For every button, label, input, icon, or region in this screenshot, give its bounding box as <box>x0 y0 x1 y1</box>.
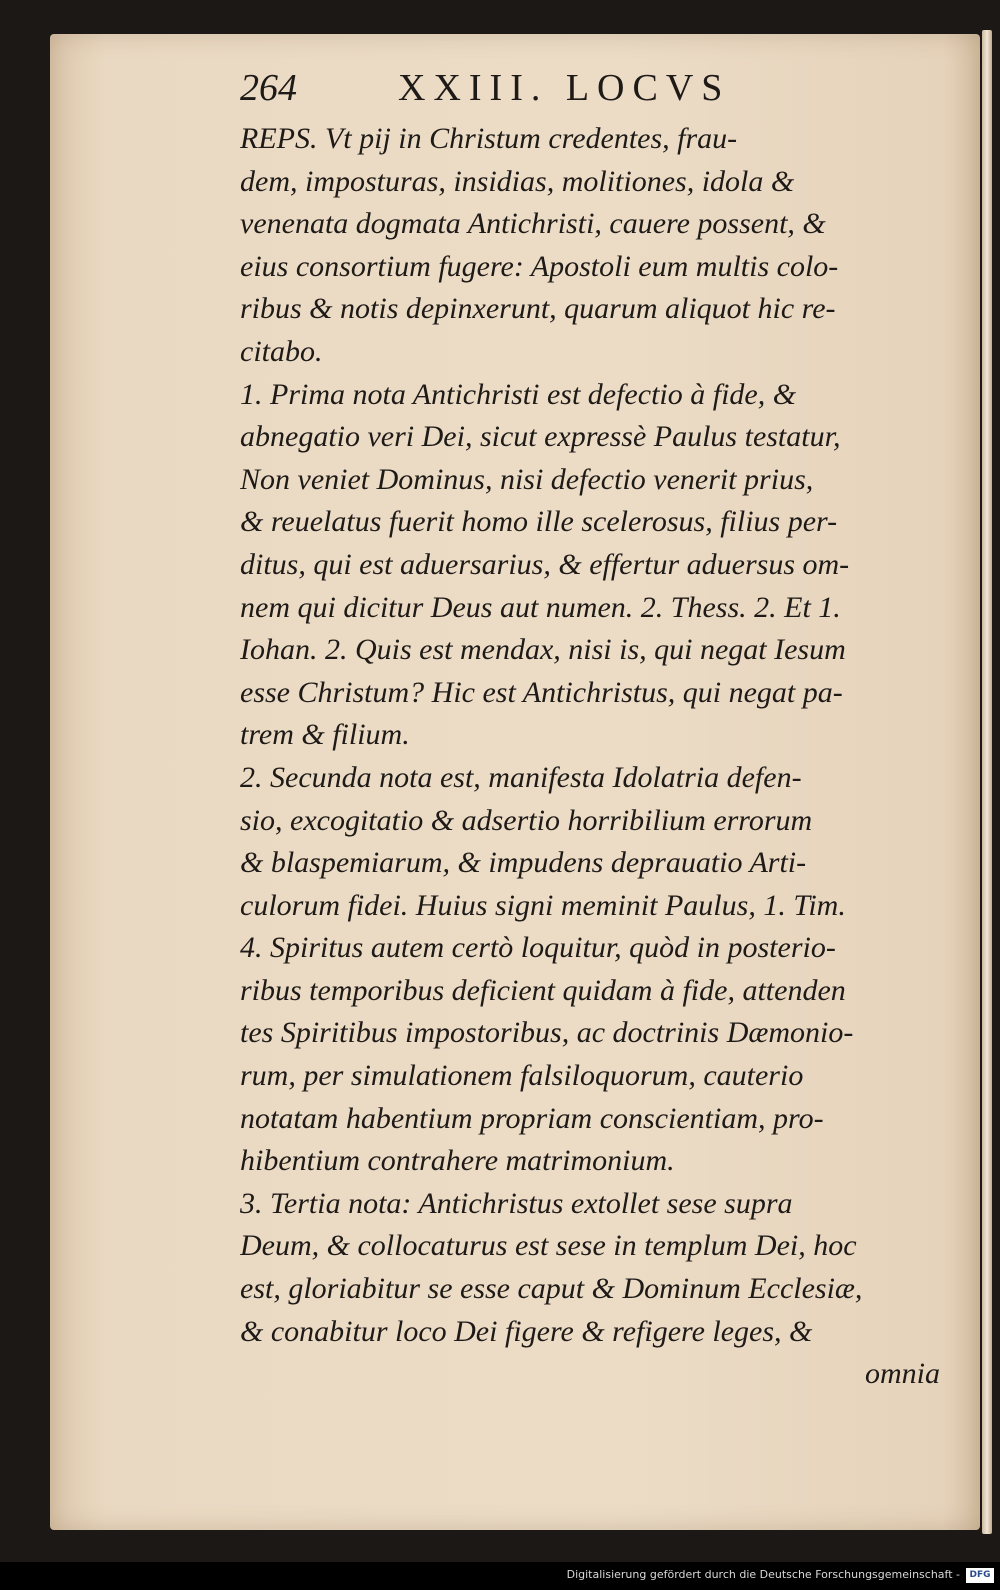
text-line: ditus, qui est aduersarius, & effertur aduersus om- <box>240 547 850 581</box>
text-line: esse Christum? Hic est Antichristus, qui negat pa- <box>240 675 843 709</box>
text-line: rum, per simulationem falsiloquorum, cauterio <box>240 1059 804 1093</box>
body-text <box>240 118 940 1396</box>
text-line: est, gloriabitur se esse caput & Dominum Ecclesiæ, <box>240 1272 863 1306</box>
text-line: Non veniet Dominus, nisi defectio venerit prius, <box>240 462 814 496</box>
text-line: Iohan. 2. Quis est mendax, nisi is, qui negat Iesum <box>240 633 846 667</box>
text-line: notatam habentium propriam conscientiam, pro- <box>240 1101 824 1135</box>
text-line: ribus temporibus deficient quidam à fide, attenden <box>240 973 846 1007</box>
text-line: 1. Prima nota Antichristi est defectio à fide, & <box>240 377 797 411</box>
text-line: 3. Tertia nota: Antichristus extollet sese supra <box>240 1186 793 1220</box>
text-line: culorum fidei. Huius signi meminit Paulus, 1. Tim. <box>240 888 846 922</box>
text-line: dem, imposturas, insidias, molitiones, idola & <box>240 164 795 198</box>
running-header <box>240 66 940 116</box>
text-line: venenata dogmata Antichristi, cauere possent, & <box>240 207 826 241</box>
text-line: tes Spiritibus impostoribus, ac doctrinis Dæmonio- <box>240 1016 854 1050</box>
text-line: & blaspemiarum, & impudens deprauatio Arti- <box>240 846 807 880</box>
page-number: 264 <box>240 67 297 109</box>
text-line: & conabitur loco Dei figere & refigere leges, & <box>240 1314 813 1348</box>
digitization-footer <box>0 1562 1000 1590</box>
text-line: ribus & notis depinxerunt, quarum aliquot hic re- <box>240 292 836 326</box>
text-line: 4. Spiritus autem certò loquitur, quòd in posterio- <box>240 931 836 965</box>
page-edge <box>982 30 992 1534</box>
text-line: sio, excogitatio & adsertio horribilium errorum <box>240 803 813 837</box>
text-line: 2. Secunda nota est, manifesta Idolatria defen- <box>240 760 802 794</box>
header-title: XXIII. LOCVS <box>398 67 731 109</box>
text-line: abnegatio veri Dei, sicut expressè Paulus testatur, <box>240 420 841 454</box>
catchword: omnia <box>865 1357 940 1391</box>
footer-credit: Digitalisierung gefördert durch die Deutsche Forschungsgemeinschaft - <box>566 1568 960 1581</box>
text-line: & reuelatus fuerit homo ille scelerosus, filius per- <box>240 505 838 539</box>
text-line: nem qui dicitur Deus aut numen. 2. Thess. 2. Et 1. <box>240 590 841 624</box>
dfg-logo-icon: DFG <box>966 1568 994 1583</box>
text-line: REPS. Vt pij in Christum credentes, frau- <box>240 122 738 155</box>
text-line: Deum, & collocaturus est sese in templum Dei, hoc <box>240 1229 857 1263</box>
text-line: citabo. <box>240 334 323 368</box>
text-line: hibentium contrahere matrimonium. <box>240 1144 675 1178</box>
text-line: trem & filium. <box>240 718 410 752</box>
text-line: eius consortium fugere: Apostoli eum multis colo- <box>240 249 839 283</box>
